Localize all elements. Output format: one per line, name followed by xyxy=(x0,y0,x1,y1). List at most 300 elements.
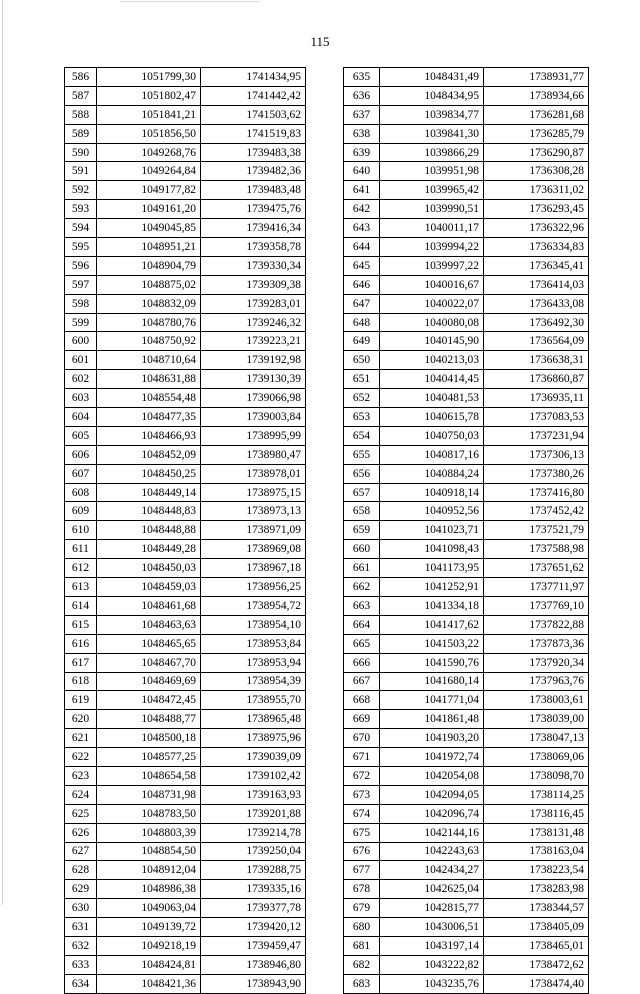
point-number-cell: 649 xyxy=(344,332,380,351)
x-coordinate-cell: 1048452,09 xyxy=(97,445,201,464)
table-row xyxy=(344,464,589,483)
y-coordinate-cell: 1739330,34 xyxy=(201,256,306,275)
x-coordinate-cell: 1048431,49 xyxy=(380,68,484,87)
x-coordinate-cell: 1041771,04 xyxy=(380,691,484,710)
x-coordinate-cell: 1051799,30 xyxy=(97,68,201,87)
y-coordinate-cell: 1738098,70 xyxy=(484,766,589,785)
table-row xyxy=(344,105,589,124)
x-coordinate-cell: 1048449,14 xyxy=(97,483,201,502)
point-number-cell: 650 xyxy=(344,351,380,370)
x-coordinate-cell: 1043006,51 xyxy=(380,918,484,937)
table-row xyxy=(65,68,306,87)
table-row xyxy=(344,615,589,634)
y-coordinate-cell: 1737963,76 xyxy=(484,672,589,691)
y-coordinate-cell: 1739420,12 xyxy=(201,918,306,937)
table-row xyxy=(344,729,589,748)
table-row xyxy=(344,351,589,370)
x-coordinate-cell: 1048654,58 xyxy=(97,766,201,785)
x-coordinate-cell: 1039834,77 xyxy=(380,105,484,124)
x-coordinate-cell: 1040414,45 xyxy=(380,370,484,389)
point-number-cell: 598 xyxy=(65,294,97,313)
x-coordinate-cell: 1041098,43 xyxy=(380,540,484,559)
point-number-cell: 607 xyxy=(65,464,97,483)
table-row xyxy=(65,521,306,540)
y-coordinate-cell: 1739250,04 xyxy=(201,842,306,861)
table-row xyxy=(65,804,306,823)
x-coordinate-cell: 1040213,03 xyxy=(380,351,484,370)
x-coordinate-cell: 1048986,38 xyxy=(97,880,201,899)
x-coordinate-cell: 1048731,98 xyxy=(97,785,201,804)
y-coordinate-cell: 1736281,68 xyxy=(484,105,589,124)
point-number-cell: 622 xyxy=(65,748,97,767)
point-number-cell: 623 xyxy=(65,766,97,785)
table-row xyxy=(65,899,306,918)
y-coordinate-cell: 1739223,21 xyxy=(201,332,306,351)
y-coordinate-cell: 1737588,98 xyxy=(484,540,589,559)
y-coordinate-cell: 1738978,01 xyxy=(201,464,306,483)
table-row xyxy=(65,200,306,219)
point-number-cell: 612 xyxy=(65,559,97,578)
y-coordinate-cell: 1738973,13 xyxy=(201,502,306,521)
table-row xyxy=(344,785,589,804)
table-row xyxy=(344,275,589,294)
y-coordinate-cell: 1738954,39 xyxy=(201,672,306,691)
y-coordinate-cell: 1739003,84 xyxy=(201,408,306,427)
point-number-cell: 643 xyxy=(344,219,380,238)
point-number-cell: 635 xyxy=(344,68,380,87)
point-number-cell: 668 xyxy=(344,691,380,710)
point-number-cell: 603 xyxy=(65,389,97,408)
y-coordinate-cell: 1738971,09 xyxy=(201,521,306,540)
x-coordinate-cell: 1048463,63 xyxy=(97,615,201,634)
y-coordinate-cell: 1738953,84 xyxy=(201,634,306,653)
table-row xyxy=(65,238,306,257)
y-coordinate-cell: 1736433,08 xyxy=(484,294,589,313)
table-row xyxy=(344,559,589,578)
y-coordinate-cell: 1738956,25 xyxy=(201,578,306,597)
point-number-cell: 591 xyxy=(65,162,97,181)
point-number-cell: 629 xyxy=(65,880,97,899)
table-row xyxy=(65,313,306,332)
x-coordinate-cell: 1041334,18 xyxy=(380,596,484,615)
point-number-cell: 593 xyxy=(65,200,97,219)
y-coordinate-cell: 1738980,47 xyxy=(201,445,306,464)
scan-edge-left xyxy=(2,0,3,905)
y-coordinate-cell: 1739475,76 xyxy=(201,200,306,219)
y-coordinate-cell: 1741434,95 xyxy=(201,68,306,87)
table-row xyxy=(65,842,306,861)
point-number-cell: 634 xyxy=(65,974,97,993)
y-coordinate-cell: 1738474,40 xyxy=(484,974,589,993)
x-coordinate-cell: 1042243,63 xyxy=(380,842,484,861)
point-number-cell: 673 xyxy=(344,785,380,804)
table-row xyxy=(65,540,306,559)
x-coordinate-cell: 1039951,98 xyxy=(380,162,484,181)
x-coordinate-cell: 1048434,95 xyxy=(380,86,484,105)
y-coordinate-cell: 1739192,98 xyxy=(201,351,306,370)
table-row xyxy=(65,823,306,842)
y-coordinate-cell: 1736322,96 xyxy=(484,219,589,238)
point-number-cell: 596 xyxy=(65,256,97,275)
x-coordinate-cell: 1048448,88 xyxy=(97,521,201,540)
y-coordinate-cell: 1736334,83 xyxy=(484,238,589,257)
point-number-cell: 652 xyxy=(344,389,380,408)
x-coordinate-cell: 1048783,50 xyxy=(97,804,201,823)
table-row xyxy=(344,389,589,408)
table-row xyxy=(344,370,589,389)
y-coordinate-cell: 1737452,42 xyxy=(484,502,589,521)
table-row xyxy=(65,653,306,672)
y-coordinate-cell: 1737651,62 xyxy=(484,559,589,578)
x-coordinate-cell: 1041252,91 xyxy=(380,578,484,597)
point-number-cell: 655 xyxy=(344,445,380,464)
point-number-cell: 606 xyxy=(65,445,97,464)
y-coordinate-cell: 1737711,97 xyxy=(484,578,589,597)
table-row xyxy=(65,483,306,502)
table-row xyxy=(344,691,589,710)
y-coordinate-cell: 1741519,83 xyxy=(201,124,306,143)
x-coordinate-cell: 1048466,93 xyxy=(97,426,201,445)
x-coordinate-cell: 1041023,71 xyxy=(380,521,484,540)
point-number-cell: 594 xyxy=(65,219,97,238)
table-row xyxy=(344,483,589,502)
x-coordinate-cell: 1042144,16 xyxy=(380,823,484,842)
table-row xyxy=(344,672,589,691)
table-row xyxy=(65,124,306,143)
y-coordinate-cell: 1738163,04 xyxy=(484,842,589,861)
x-coordinate-cell: 1048631,88 xyxy=(97,370,201,389)
point-number-cell: 632 xyxy=(65,936,97,955)
table-row xyxy=(65,219,306,238)
point-number-cell: 609 xyxy=(65,502,97,521)
point-number-cell: 682 xyxy=(344,955,380,974)
y-coordinate-cell: 1736414,03 xyxy=(484,275,589,294)
point-number-cell: 639 xyxy=(344,143,380,162)
y-coordinate-cell: 1739039,09 xyxy=(201,748,306,767)
y-coordinate-cell: 1739066,98 xyxy=(201,389,306,408)
y-coordinate-cell: 1738344,57 xyxy=(484,899,589,918)
point-number-cell: 658 xyxy=(344,502,380,521)
point-number-cell: 631 xyxy=(65,918,97,937)
table-row xyxy=(344,540,589,559)
point-number-cell: 680 xyxy=(344,918,380,937)
point-number-cell: 646 xyxy=(344,275,380,294)
table-row xyxy=(344,238,589,257)
table-row xyxy=(344,823,589,842)
point-number-cell: 666 xyxy=(344,653,380,672)
table-row xyxy=(65,955,306,974)
x-coordinate-cell: 1051841,21 xyxy=(97,105,201,124)
x-coordinate-cell: 1048710,64 xyxy=(97,351,201,370)
x-coordinate-cell: 1039965,42 xyxy=(380,181,484,200)
x-coordinate-cell: 1049063,04 xyxy=(97,899,201,918)
point-number-cell: 589 xyxy=(65,124,97,143)
point-number-cell: 627 xyxy=(65,842,97,861)
point-number-cell: 625 xyxy=(65,804,97,823)
table-row xyxy=(65,275,306,294)
x-coordinate-cell: 1051856,50 xyxy=(97,124,201,143)
y-coordinate-cell: 1738954,10 xyxy=(201,615,306,634)
point-number-cell: 659 xyxy=(344,521,380,540)
x-coordinate-cell: 1041503,22 xyxy=(380,634,484,653)
y-coordinate-cell: 1739246,32 xyxy=(201,313,306,332)
y-coordinate-cell: 1739163,93 xyxy=(201,785,306,804)
y-coordinate-cell: 1737521,79 xyxy=(484,521,589,540)
y-coordinate-cell: 1739309,38 xyxy=(201,275,306,294)
point-number-cell: 610 xyxy=(65,521,97,540)
y-coordinate-cell: 1739201,88 xyxy=(201,804,306,823)
x-coordinate-cell: 1040918,14 xyxy=(380,483,484,502)
y-coordinate-cell: 1738975,96 xyxy=(201,729,306,748)
table-row xyxy=(65,294,306,313)
table-row xyxy=(65,464,306,483)
table-row xyxy=(344,842,589,861)
x-coordinate-cell: 1040884,24 xyxy=(380,464,484,483)
x-coordinate-cell: 1043222,82 xyxy=(380,955,484,974)
x-coordinate-cell: 1048424,81 xyxy=(97,955,201,974)
x-coordinate-cell: 1049139,72 xyxy=(97,918,201,937)
point-number-cell: 663 xyxy=(344,596,380,615)
table-row xyxy=(344,86,589,105)
point-number-cell: 679 xyxy=(344,899,380,918)
table-row xyxy=(344,748,589,767)
point-number-cell: 600 xyxy=(65,332,97,351)
table-row xyxy=(344,653,589,672)
point-number-cell: 669 xyxy=(344,710,380,729)
table-row xyxy=(65,672,306,691)
x-coordinate-cell: 1048488,77 xyxy=(97,710,201,729)
table-row xyxy=(344,880,589,899)
table-row xyxy=(344,162,589,181)
point-number-cell: 674 xyxy=(344,804,380,823)
x-coordinate-cell: 1049161,20 xyxy=(97,200,201,219)
y-coordinate-cell: 1738465,01 xyxy=(484,936,589,955)
table-row xyxy=(344,408,589,427)
table-row xyxy=(344,181,589,200)
y-coordinate-cell: 1738995,99 xyxy=(201,426,306,445)
point-number-cell: 604 xyxy=(65,408,97,427)
table-row xyxy=(344,955,589,974)
table-row xyxy=(344,804,589,823)
y-coordinate-cell: 1739130,39 xyxy=(201,370,306,389)
table-row xyxy=(65,256,306,275)
x-coordinate-cell: 1048951,21 xyxy=(97,238,201,257)
x-coordinate-cell: 1042096,74 xyxy=(380,804,484,823)
y-coordinate-cell: 1739214,78 xyxy=(201,823,306,842)
y-coordinate-cell: 1736935,11 xyxy=(484,389,589,408)
point-number-cell: 644 xyxy=(344,238,380,257)
table-row xyxy=(344,634,589,653)
x-coordinate-cell: 1041903,20 xyxy=(380,729,484,748)
x-coordinate-cell: 1049268,76 xyxy=(97,143,201,162)
point-number-cell: 614 xyxy=(65,596,97,615)
point-number-cell: 613 xyxy=(65,578,97,597)
coordinates-table-right xyxy=(343,67,589,994)
table-row xyxy=(65,86,306,105)
y-coordinate-cell: 1739102,42 xyxy=(201,766,306,785)
x-coordinate-cell: 1041173,95 xyxy=(380,559,484,578)
x-coordinate-cell: 1040016,67 xyxy=(380,275,484,294)
point-number-cell: 654 xyxy=(344,426,380,445)
table-row xyxy=(65,426,306,445)
x-coordinate-cell: 1043235,76 xyxy=(380,974,484,993)
x-coordinate-cell: 1042434,27 xyxy=(380,861,484,880)
point-number-cell: 615 xyxy=(65,615,97,634)
page-number: 115 xyxy=(310,34,330,49)
y-coordinate-cell: 1739483,48 xyxy=(201,181,306,200)
x-coordinate-cell: 1040615,78 xyxy=(380,408,484,427)
point-number-cell: 624 xyxy=(65,785,97,804)
x-coordinate-cell: 1039994,22 xyxy=(380,238,484,257)
y-coordinate-cell: 1741442,42 xyxy=(201,86,306,105)
point-number-cell: 637 xyxy=(344,105,380,124)
table-row xyxy=(344,521,589,540)
x-coordinate-cell: 1040750,03 xyxy=(380,426,484,445)
point-number-cell: 660 xyxy=(344,540,380,559)
x-coordinate-cell: 1040080,08 xyxy=(380,313,484,332)
table-row xyxy=(344,200,589,219)
point-number-cell: 656 xyxy=(344,464,380,483)
x-coordinate-cell: 1039866,29 xyxy=(380,143,484,162)
point-number-cell: 630 xyxy=(65,899,97,918)
y-coordinate-cell: 1738965,48 xyxy=(201,710,306,729)
point-number-cell: 628 xyxy=(65,861,97,880)
x-coordinate-cell: 1042094,05 xyxy=(380,785,484,804)
x-coordinate-cell: 1040817,16 xyxy=(380,445,484,464)
point-number-cell: 677 xyxy=(344,861,380,880)
table-row xyxy=(65,105,306,124)
table-row xyxy=(65,936,306,955)
table-row xyxy=(65,445,306,464)
point-number-cell: 587 xyxy=(65,86,97,105)
y-coordinate-cell: 1738405,09 xyxy=(484,918,589,937)
y-coordinate-cell: 1738223,54 xyxy=(484,861,589,880)
point-number-cell: 602 xyxy=(65,370,97,389)
y-coordinate-cell: 1739288,75 xyxy=(201,861,306,880)
x-coordinate-cell: 1041972,74 xyxy=(380,748,484,767)
table-row xyxy=(65,559,306,578)
point-number-cell: 626 xyxy=(65,823,97,842)
table-row xyxy=(65,578,306,597)
y-coordinate-cell: 1738069,06 xyxy=(484,748,589,767)
table-row xyxy=(344,256,589,275)
table-row xyxy=(65,332,306,351)
y-coordinate-cell: 1737306,13 xyxy=(484,445,589,464)
table-row xyxy=(344,899,589,918)
point-number-cell: 599 xyxy=(65,313,97,332)
point-number-cell: 640 xyxy=(344,162,380,181)
table-row xyxy=(65,861,306,880)
y-coordinate-cell: 1738955,70 xyxy=(201,691,306,710)
point-number-cell: 672 xyxy=(344,766,380,785)
table-row xyxy=(344,502,589,521)
x-coordinate-cell: 1048780,76 xyxy=(97,313,201,332)
y-coordinate-cell: 1739283,01 xyxy=(201,294,306,313)
x-coordinate-cell: 1042815,77 xyxy=(380,899,484,918)
point-number-cell: 620 xyxy=(65,710,97,729)
point-number-cell: 657 xyxy=(344,483,380,502)
point-number-cell: 661 xyxy=(344,559,380,578)
y-coordinate-cell: 1738969,08 xyxy=(201,540,306,559)
x-coordinate-cell: 1048421,36 xyxy=(97,974,201,993)
table-row xyxy=(65,785,306,804)
x-coordinate-cell: 1043197,14 xyxy=(380,936,484,955)
table-row xyxy=(65,502,306,521)
y-coordinate-cell: 1736293,45 xyxy=(484,200,589,219)
x-coordinate-cell: 1040952,56 xyxy=(380,502,484,521)
table-row xyxy=(344,68,589,87)
point-number-cell: 611 xyxy=(65,540,97,559)
x-coordinate-cell: 1048469,69 xyxy=(97,672,201,691)
point-number-cell: 676 xyxy=(344,842,380,861)
y-coordinate-cell: 1737769,10 xyxy=(484,596,589,615)
table-row xyxy=(344,936,589,955)
x-coordinate-cell: 1040145,90 xyxy=(380,332,484,351)
point-number-cell: 670 xyxy=(344,729,380,748)
x-coordinate-cell: 1048450,25 xyxy=(97,464,201,483)
y-coordinate-cell: 1738931,77 xyxy=(484,68,589,87)
x-coordinate-cell: 1048449,28 xyxy=(97,540,201,559)
x-coordinate-cell: 1048459,03 xyxy=(97,578,201,597)
y-coordinate-cell: 1737873,36 xyxy=(484,634,589,653)
point-number-cell: 616 xyxy=(65,634,97,653)
y-coordinate-cell: 1738946,80 xyxy=(201,955,306,974)
point-number-cell: 653 xyxy=(344,408,380,427)
table-row xyxy=(344,766,589,785)
table-row xyxy=(344,596,589,615)
point-number-cell: 605 xyxy=(65,426,97,445)
x-coordinate-cell: 1039841,30 xyxy=(380,124,484,143)
y-coordinate-cell: 1736345,41 xyxy=(484,256,589,275)
x-coordinate-cell: 1040011,17 xyxy=(380,219,484,238)
table-row xyxy=(344,974,589,993)
x-coordinate-cell: 1048461,68 xyxy=(97,596,201,615)
scan-edge-top xyxy=(120,1,260,2)
y-coordinate-cell: 1737822,88 xyxy=(484,615,589,634)
point-number-cell: 592 xyxy=(65,181,97,200)
point-number-cell: 664 xyxy=(344,615,380,634)
x-coordinate-cell: 1048904,79 xyxy=(97,256,201,275)
x-coordinate-cell: 1048467,70 xyxy=(97,653,201,672)
y-coordinate-cell: 1739482,36 xyxy=(201,162,306,181)
y-coordinate-cell: 1739483,38 xyxy=(201,143,306,162)
y-coordinate-cell: 1738003,61 xyxy=(484,691,589,710)
point-number-cell: 608 xyxy=(65,483,97,502)
table-row xyxy=(65,880,306,899)
x-coordinate-cell: 1051802,47 xyxy=(97,86,201,105)
y-coordinate-cell: 1736492,30 xyxy=(484,313,589,332)
point-number-cell: 641 xyxy=(344,181,380,200)
x-coordinate-cell: 1039990,51 xyxy=(380,200,484,219)
x-coordinate-cell: 1048912,04 xyxy=(97,861,201,880)
point-number-cell: 636 xyxy=(344,86,380,105)
y-coordinate-cell: 1736564,09 xyxy=(484,332,589,351)
point-number-cell: 590 xyxy=(65,143,97,162)
table-row xyxy=(65,918,306,937)
table-row xyxy=(65,143,306,162)
x-coordinate-cell: 1049218,19 xyxy=(97,936,201,955)
table-row xyxy=(344,861,589,880)
y-coordinate-cell: 1736285,79 xyxy=(484,124,589,143)
point-number-cell: 647 xyxy=(344,294,380,313)
x-coordinate-cell: 1040022,07 xyxy=(380,294,484,313)
y-coordinate-cell: 1738967,18 xyxy=(201,559,306,578)
point-number-cell: 586 xyxy=(65,68,97,87)
y-coordinate-cell: 1738472,62 xyxy=(484,955,589,974)
y-coordinate-cell: 1741503,62 xyxy=(201,105,306,124)
x-coordinate-cell: 1049177,82 xyxy=(97,181,201,200)
y-coordinate-cell: 1739459,47 xyxy=(201,936,306,955)
